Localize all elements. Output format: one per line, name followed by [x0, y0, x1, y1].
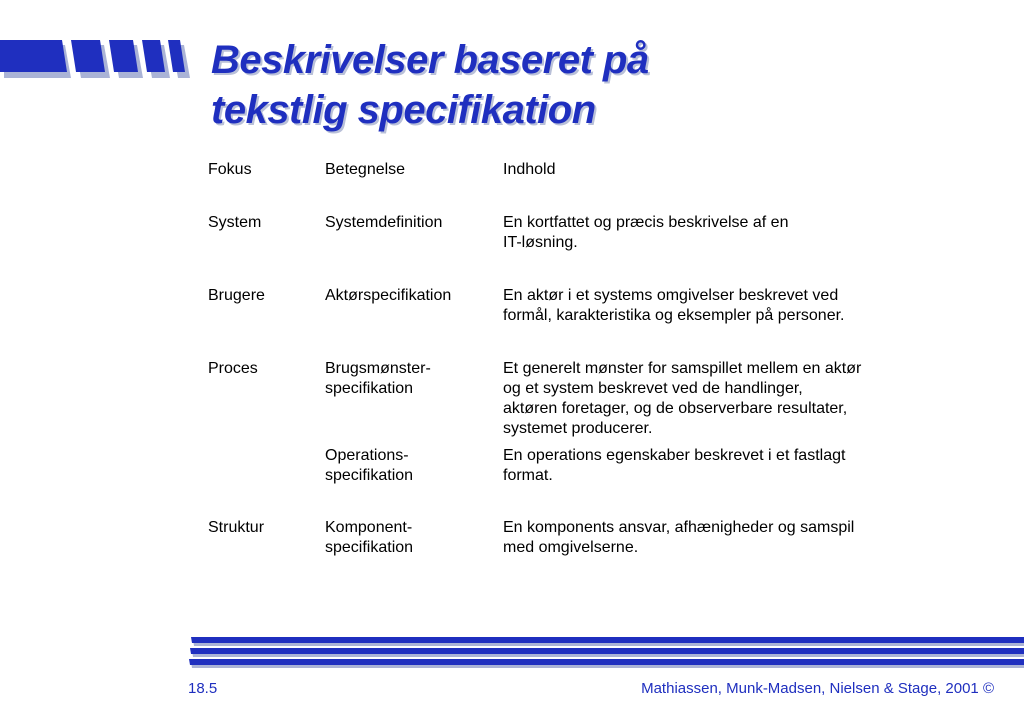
row-content	[503, 213, 788, 253]
header-indhold: Indhold	[503, 161, 556, 178]
row-content	[503, 518, 854, 558]
term-line: Komponent-	[325, 519, 413, 536]
row-focus: Struktur	[208, 519, 265, 536]
term-line: Aktørspecifikation	[325, 287, 452, 304]
content-line: En operations egenskaber beskrevet i et fastlagt	[503, 447, 846, 464]
slide-title-line-2: tekstlig specifikation	[211, 88, 596, 132]
row-term	[325, 518, 413, 558]
row-content	[503, 286, 844, 326]
row-term	[325, 446, 413, 486]
content-line: Et generelt mønster for samspillet mellem en aktør	[503, 360, 862, 377]
header-betegnelse: Betegnelse	[325, 161, 406, 178]
term-line: specifikation	[325, 380, 414, 397]
content-line: med omgivelserne.	[503, 539, 639, 556]
row-content	[503, 446, 845, 486]
content-line: IT-løsning.	[503, 234, 578, 251]
term-line: Operations-	[325, 447, 409, 464]
row-term	[325, 286, 451, 306]
term-line: Systemdefinition	[325, 214, 443, 231]
content-line: En aktør i et systems omgivelser beskrevet ved	[503, 287, 839, 304]
row-focus: Proces	[208, 360, 258, 377]
row-focus: Brugere	[208, 287, 265, 304]
term-line: specifikation	[325, 539, 414, 556]
slide-title-line-1: Beskrivelser baseret på	[211, 38, 649, 82]
term-line: Brugsmønster-	[325, 360, 431, 377]
logo-bars	[0, 0, 192, 78]
footer-credit: Mathiassen, Munk-Madsen, Nielsen & Stage, 2001 ©	[641, 680, 994, 697]
content-line: systemet producerer.	[503, 420, 653, 437]
content-line: En kortfattet og præcis beskrivelse af en	[503, 214, 789, 231]
content-line: og et system beskrevet ved de handlinger,	[503, 380, 803, 397]
content-line: formål, karakteristika og eksempler på personer.	[503, 307, 845, 324]
row-term	[325, 359, 431, 399]
row-term	[325, 213, 442, 233]
page-number: 18.5	[188, 680, 218, 697]
row-focus: System	[208, 214, 262, 231]
row-content	[503, 359, 861, 439]
slide-title	[211, 35, 649, 135]
header-fokus: Fokus	[208, 161, 252, 178]
term-line: specifikation	[325, 467, 414, 484]
content-line: En komponents ansvar, afhænigheder og samspil	[503, 519, 855, 536]
footer-stripes	[189, 636, 1024, 672]
content-line: aktøren foretager, og de observerbare resultater,	[503, 400, 848, 417]
content-line: format.	[503, 467, 553, 484]
